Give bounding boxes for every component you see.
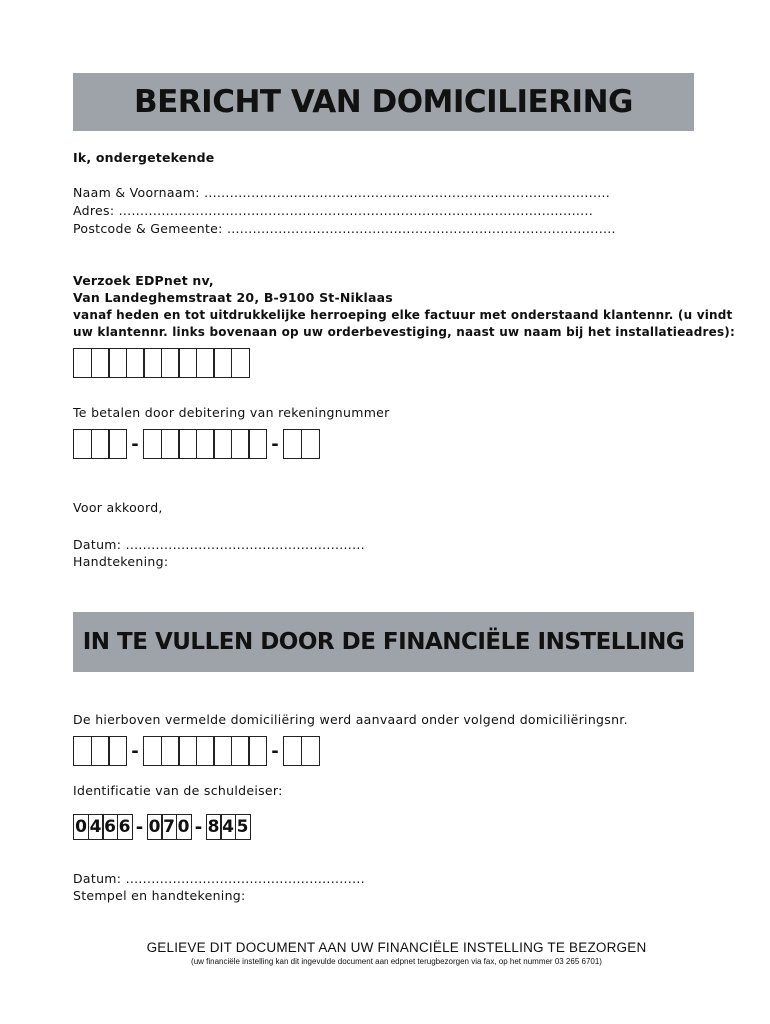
digit-box[interactable] [161,429,180,459]
box-group[interactable] [143,736,267,766]
digit-box[interactable] [178,429,197,459]
bank-datum-field-row[interactable] [73,871,365,886]
digit-box[interactable] [143,429,162,459]
handtekening-label: Handtekening: [73,554,169,569]
request-line-3: vanaf heden en tot uitdrukkelijke herroeping elke factuur met onderstaand klantennr. (u vindt [73,308,733,322]
bank-datum-label: Datum: [73,871,122,886]
footer-instruction: GELIEVE DIT DOCUMENT AAN UW FINANCIËLE INSTELLING TE BEZORGEN [146,940,647,955]
digit-box[interactable] [231,429,250,459]
digit-box[interactable] [161,348,180,378]
name-field-row[interactable] [73,185,610,200]
creditor-digit: 5 [235,814,251,840]
voor-akkoord-text: Voor akkoord, [73,500,163,515]
digit-box[interactable] [73,736,92,766]
request-line-1: Verzoek EDPnet nv, [73,273,214,288]
stamp-label: Stempel en handtekening: [73,888,246,903]
creditor-digit: 7 [161,814,177,840]
dash-separator: - [131,433,139,455]
digit-box[interactable] [108,736,127,766]
footer-note: (uw financiële instelling kan dit ingevulde document aan edpnet terugbezorgen via fax, op het nummer 03 265 6701) [191,957,602,966]
intro-text: Ik, ondergetekende [73,150,215,165]
name-label: Naam & Voornaam: [73,185,200,200]
request-line-2: Van Landeghemstraat 20, B-9100 St-Niklaas [73,290,393,305]
creditor-id-boxes [73,812,251,842]
box-group[interactable] [143,429,267,459]
box-group[interactable] [283,736,320,766]
creditor-digit: 6 [117,814,133,840]
creditor-id-group [73,814,133,840]
bank-datum-dotted-line: ........................................................ [125,871,365,886]
box-group[interactable] [73,429,127,459]
digit-box[interactable] [283,736,302,766]
creditor-digit: 4 [220,814,236,840]
creditor-id-group [206,814,251,840]
digit-box[interactable] [248,429,267,459]
address-field-row[interactable] [73,203,593,218]
digit-box[interactable] [143,348,162,378]
digit-box[interactable] [91,348,110,378]
datum-dotted-line: ........................................................ [125,537,365,552]
creditor-digit: 4 [88,814,104,840]
accepted-text: De hierboven vermelde domiciliëring werd aanvaard onder volgend domiciliëringsnr. [73,712,628,727]
digit-box[interactable] [73,348,92,378]
digit-box[interactable] [231,348,250,378]
digit-box[interactable] [301,736,320,766]
creditor-digit: 0 [73,814,89,840]
address-label: Adres: [73,203,115,218]
digit-box[interactable] [108,429,127,459]
postcode-dotted-line: ........................................................................................... [226,221,616,236]
digit-box[interactable] [196,429,215,459]
digit-box[interactable] [213,429,232,459]
digit-box[interactable] [301,429,320,459]
creditor-label: Identificatie van de schuldeiser: [73,783,283,798]
creditor-id-group [147,814,192,840]
postcode-label: Postcode & Gemeente: [73,221,223,236]
datum-label: Datum: [73,537,122,552]
domiciliation-number-boxes[interactable] [73,736,320,766]
postcode-field-row[interactable] [73,221,616,236]
address-dotted-line: ............................................................................................................... [118,203,593,218]
datum-field-row[interactable] [73,537,365,552]
digit-box[interactable] [213,736,232,766]
request-line-4: uw klantennr. links bovenaan op uw orderbevestiging, naast uw naam bij het installatieadres): [73,325,735,339]
digit-box[interactable] [248,736,267,766]
digit-box[interactable] [178,736,197,766]
dash-separator: - [271,740,279,762]
digit-box[interactable] [91,429,110,459]
bank-section-title: IN TE VULLEN DOOR DE FINANCIËLE INSTELLING [82,629,685,655]
creditor-digit: 6 [102,814,118,840]
digit-box[interactable] [196,348,215,378]
digit-box[interactable] [283,429,302,459]
title-banner [73,73,694,131]
digit-box[interactable] [196,736,215,766]
name-dotted-line: ............................................................................................... [204,185,611,200]
page-title: BERICHT VAN DOMICILIERING [134,84,633,120]
digit-box[interactable] [126,348,145,378]
box-group[interactable] [73,736,127,766]
digit-box[interactable] [108,348,127,378]
dash-separator: - [131,740,139,762]
account-number-boxes[interactable] [73,429,320,459]
creditor-digit: 0 [176,814,192,840]
digit-box[interactable] [213,348,232,378]
customer-number-boxes[interactable] [73,348,250,378]
box-group[interactable] [73,348,250,378]
account-label: Te betalen door debitering van rekeningnummer [73,405,390,420]
box-group[interactable] [283,429,320,459]
digit-box[interactable] [143,736,162,766]
digit-box[interactable] [161,736,180,766]
dash-separator: - [194,816,203,838]
bank-section-banner [73,612,694,672]
creditor-digit: 8 [206,814,222,840]
digit-box[interactable] [178,348,197,378]
creditor-digit: 0 [147,814,163,840]
digit-box[interactable] [73,429,92,459]
dash-separator: - [271,433,279,455]
digit-box[interactable] [91,736,110,766]
dash-separator: - [135,816,144,838]
digit-box[interactable] [231,736,250,766]
